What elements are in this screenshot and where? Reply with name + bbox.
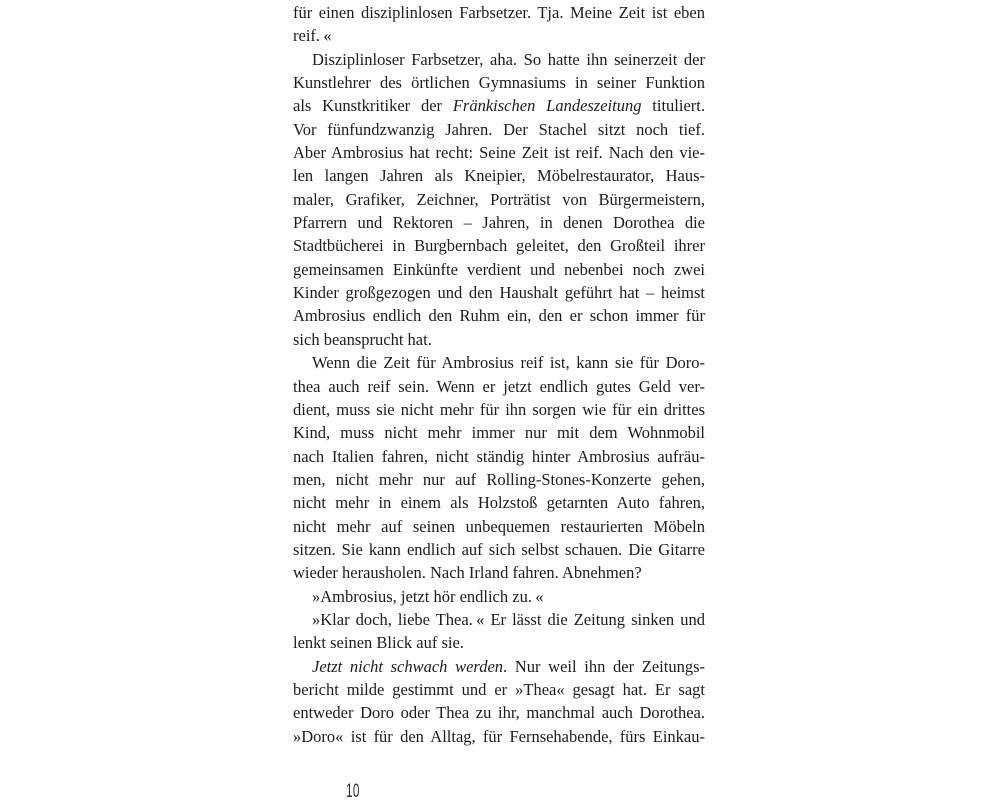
text-segment: nicht mehr in einem als Holzstoß getarnten Auto fahren,	[293, 493, 705, 513]
text-line	[293, 164, 705, 187]
text-segment: sich beansprucht hat.	[293, 329, 432, 349]
text-line	[293, 445, 705, 468]
text-segment: für einen disziplinlosen Farbsetzer. Tja. Meine Zeit ist eben	[293, 3, 705, 22]
text-segment: Vor fünfundzwanzig Jahren. Der Stachel sitzt noch tief.	[293, 119, 705, 139]
italic-text-segment: Jetzt nicht schwach werden	[312, 656, 504, 676]
text-segment: tituliert.	[641, 96, 706, 116]
text-line	[293, 468, 705, 491]
text-segment: Wenn die Zeit für Ambrosius reif ist, kann sie für Doro-	[312, 353, 705, 373]
text-line	[293, 398, 705, 421]
text-segment: Stadtbücherei in Burgbernbach geleitet, den Großteil ihrer	[293, 236, 705, 256]
text-line	[293, 608, 705, 631]
text-segment: len langen Jahren als Kneipier, Möbelrestaurator, Haus-	[293, 166, 705, 186]
text-segment: nicht mehr auf seinen unbequemen restaurierten Möbeln	[293, 516, 705, 536]
text-segment: »Klar doch, liebe Thea. « Er lässt die Zeitung sinken und	[312, 609, 705, 629]
text-line	[293, 48, 705, 71]
text-segment: dient, muss sie nicht mehr für ihn sorgen wie für ein drittes	[293, 399, 705, 419]
text-line	[293, 725, 705, 748]
text-line	[293, 258, 705, 281]
text-line	[293, 538, 705, 561]
text-line	[293, 141, 705, 164]
text-segment: maler, Grafiker, Zeichner, Porträtist von Bürgermeistern,	[293, 189, 705, 209]
text-segment: thea auch reif sein. Wenn er jetzt endlich gutes Geld ver-	[293, 376, 705, 396]
page-number: 10	[346, 781, 360, 800]
page-text-column	[293, 1, 705, 748]
text-line	[293, 655, 705, 678]
text-segment: Kinder großgezogen und den Haushalt geführt hat – heimst	[293, 283, 705, 303]
text-line	[293, 234, 705, 257]
text-line	[293, 328, 705, 351]
text-segment: Kind, muss nicht mehr immer nur mit dem Wohnmobil	[293, 423, 705, 443]
text-segment: wieder herausholen. Nach Irland fahren. Abnehmen?	[293, 563, 642, 583]
italic-text-segment: Fränkischen Landeszeitung	[452, 96, 642, 116]
text-line	[293, 421, 705, 444]
text-line	[293, 585, 705, 608]
text-segment: Disziplinloser Farbsetzer, aha. So hatte ihn seinerzeit der	[312, 49, 705, 69]
text-line	[293, 678, 705, 701]
text-line	[293, 94, 705, 117]
text-line	[293, 71, 705, 94]
text-segment: bericht milde gestimmt und er »Thea« gesagt hat. Er sagt	[293, 679, 705, 699]
text-line	[293, 188, 705, 211]
text-segment: lenkt seinen Blick auf sie.	[293, 633, 464, 653]
text-segment: nach Italien fahren, nicht ständig hinter Ambrosius aufräu-	[293, 446, 705, 466]
text-segment: sitzen. Sie kann endlich auf sich selbst schauen. Die Gitarre	[293, 539, 705, 559]
text-line	[293, 304, 705, 327]
text-segment: gemeinsamen Einkünfte verdient und nebenbei noch zwei	[293, 259, 705, 279]
text-line	[293, 211, 705, 234]
text-line	[293, 1, 705, 24]
text-segment: entweder Doro oder Thea zu ihr, manchmal auch Dorothea.	[293, 703, 705, 723]
text-segment: Ambrosius endlich den Ruhm ein, den er schon immer für	[293, 306, 705, 326]
text-line	[293, 118, 705, 141]
text-line	[293, 491, 705, 514]
text-line	[293, 561, 705, 584]
text-line	[293, 281, 705, 304]
text-line	[293, 515, 705, 538]
text-segment: »Doro« ist für den Alltag, für Fernsehabende, fürs Einkau-	[293, 726, 705, 746]
text-segment: als Kunstkritiker der	[293, 96, 453, 116]
text-line	[293, 701, 705, 724]
text-line	[293, 375, 705, 398]
text-segment: men, nicht mehr nur auf Rolling-Stones-Konzerte gehen,	[293, 469, 705, 489]
text-line	[293, 24, 705, 47]
text-segment: Kunstlehrer des örtlichen Gymnasiums in seiner Funktion	[293, 73, 705, 93]
text-segment: Aber Ambrosius hat recht: Seine Zeit ist reif. Nach den vie-	[293, 143, 705, 163]
text-line	[293, 631, 705, 654]
text-segment: Pfarrern und Rektoren – Jahren, in denen Dorothea die	[293, 213, 705, 233]
text-segment: . Nur weil ihn der Zeitungs-	[503, 656, 705, 676]
text-segment: reif. «	[293, 26, 332, 46]
text-line	[293, 351, 705, 374]
text-segment: »Ambrosius, jetzt hör endlich zu. «	[312, 586, 544, 606]
